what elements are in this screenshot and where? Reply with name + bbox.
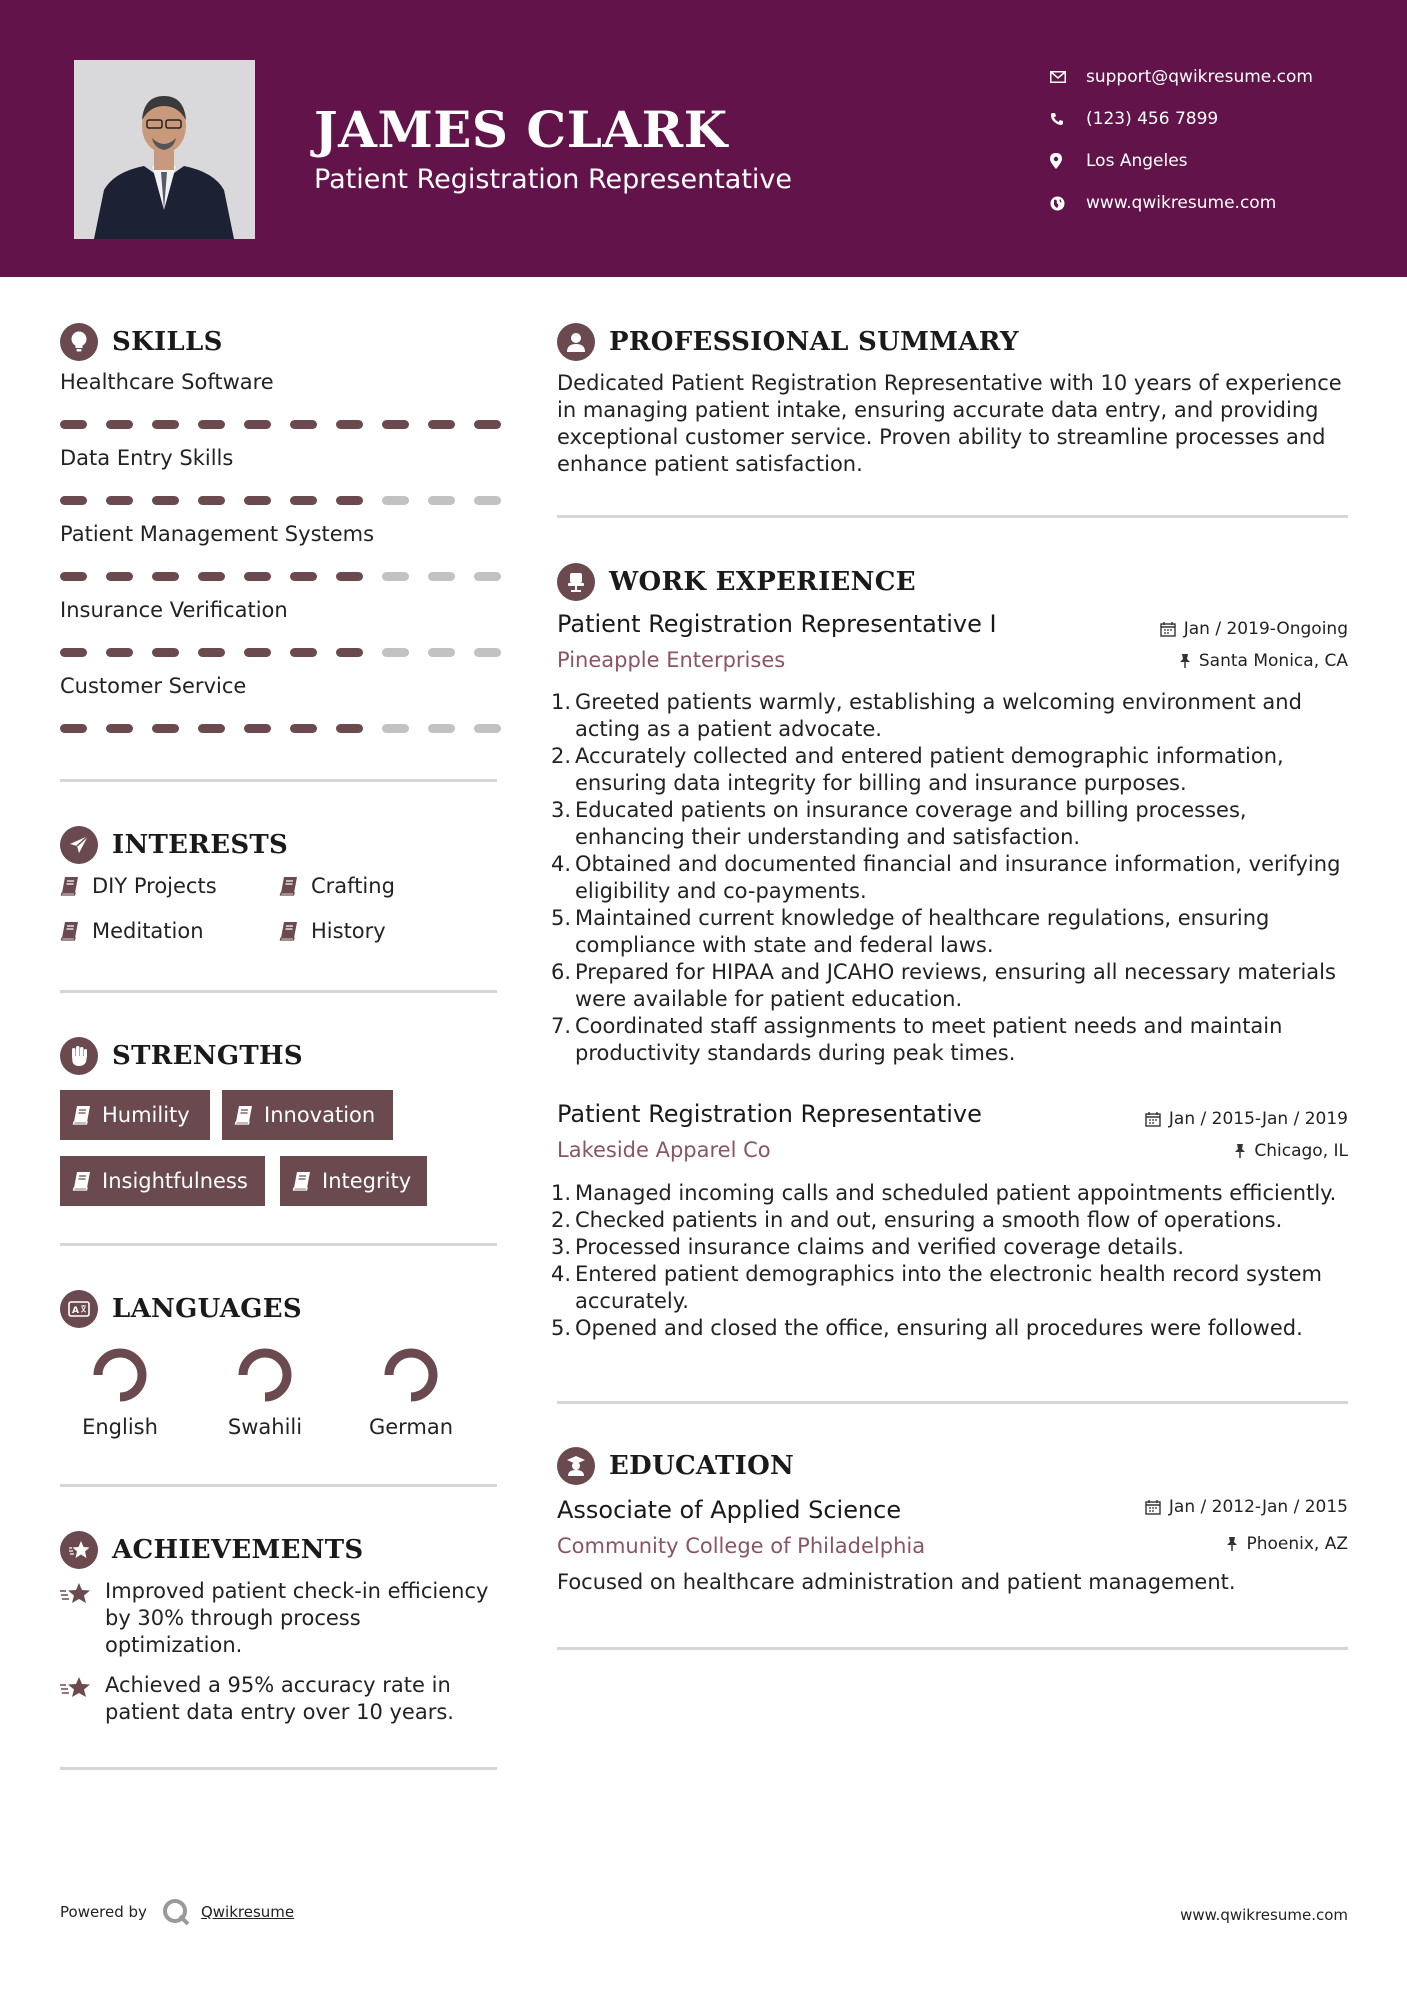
- achievements-section-header: [60, 1531, 364, 1569]
- interest-item: [279, 919, 386, 943]
- skill-level-dot: [106, 496, 133, 505]
- education-heading: EDUCATION: [609, 1451, 795, 1481]
- skill-level-dot: [244, 648, 271, 657]
- language-label: English: [82, 1415, 158, 1439]
- summary-text: Dedicated Patient Registration Representative with 10 years of experience in managing patient intake, ensuring accurate data entry, and providing exceptional customer service. Proven ability to streamline processes and enhance patient satisfaction.: [557, 371, 1342, 476]
- job-title: Patient Registration Representative: [557, 1100, 982, 1128]
- education-section-header: [557, 1447, 794, 1485]
- divider: [60, 1767, 497, 1770]
- skill-level-dot: [198, 420, 225, 429]
- strength-label: Integrity: [322, 1169, 412, 1193]
- language-item: [205, 1345, 325, 1439]
- skill-level-dot: [106, 420, 133, 429]
- email-text: support@qwikresume.com: [1086, 67, 1313, 87]
- bullet-text: Managed incoming calls and scheduled patient appointments efficiently.: [575, 1181, 1337, 1205]
- skill-level-dot: [290, 496, 317, 505]
- calendar-icon: [1160, 621, 1176, 637]
- star-badge-icon: [60, 1531, 98, 1569]
- calendar-icon: [1145, 1499, 1161, 1515]
- fist-icon: [60, 1037, 98, 1075]
- achievement-text: Achieved a 95% accuracy rate in patient data entry over 10 years.: [105, 1673, 454, 1724]
- paper-plane-icon: [60, 826, 98, 864]
- book-icon: [60, 921, 80, 941]
- skill-name: Insurance Verification: [60, 598, 288, 622]
- book-icon: [292, 1171, 312, 1191]
- skills-section-header: [60, 323, 223, 361]
- divider: [60, 990, 497, 993]
- qwikresume-logo-icon: [161, 1897, 191, 1927]
- skill-level-dot: [244, 724, 271, 733]
- skill-level-dot: [474, 648, 501, 657]
- qwikresume-link[interactable]: Qwikresume: [200, 1903, 295, 1921]
- languages-section-header: [60, 1290, 302, 1328]
- bullet-text: Greeted patients warmly, establishing a welcoming environment and acting as a patient advocate.: [575, 690, 1302, 741]
- divider: [60, 1243, 497, 1246]
- skill-name: Data Entry Skills: [60, 446, 234, 470]
- divider: [557, 515, 1348, 518]
- strength-tag: [280, 1156, 427, 1206]
- divider: [60, 1484, 497, 1487]
- pushpin-icon: [1234, 1143, 1246, 1159]
- list-item: 1. Greeted patients warmly, establishing a welcoming environment and acting as a patient advocate.: [551, 689, 1351, 743]
- interest-item: [60, 919, 204, 943]
- skill-level-meter: [60, 420, 520, 429]
- skill-level-dot: [198, 724, 225, 733]
- skill-level-dot: [152, 648, 179, 657]
- education-dates-text: Jan / 2012-Jan / 2015: [1168, 1497, 1348, 1517]
- skill-level-dot: [152, 420, 179, 429]
- language-item: [351, 1345, 471, 1439]
- powered-by-text: Powered by: [60, 1903, 147, 1921]
- interest-label: DIY Projects: [92, 874, 217, 898]
- skill-level-dot: [382, 724, 409, 733]
- skill-level-dot: [290, 420, 317, 429]
- skill-level-dot: [290, 572, 317, 581]
- skill-level-dot: [382, 648, 409, 657]
- achievement-item: [60, 1578, 500, 1659]
- skill-level-meter: [60, 496, 520, 505]
- language-level-arc: [243, 1353, 287, 1397]
- job-company: Lakeside Apparel Co: [557, 1138, 771, 1162]
- skill-level-dot: [336, 420, 363, 429]
- job-location-text: Chicago, IL: [1254, 1141, 1348, 1161]
- language-level-ring: [235, 1345, 295, 1405]
- language-label: German: [368, 1415, 454, 1439]
- bullet-text: Entered patient demographics into the electronic health record system accurately.: [575, 1262, 1322, 1313]
- education-location-text: Phoenix, AZ: [1246, 1534, 1348, 1554]
- skill-level-dot: [198, 648, 225, 657]
- list-item: 5. Maintained current knowledge of healthcare regulations, ensuring compliance with state and federal laws.: [551, 905, 1351, 959]
- skill-name: Patient Management Systems: [60, 522, 375, 546]
- experience-section-header: [557, 563, 916, 601]
- skill-level-dot: [60, 648, 87, 657]
- contact-email[interactable]: [1050, 56, 1313, 98]
- skill-level-dot: [198, 572, 225, 581]
- resume-header: [0, 0, 1407, 277]
- bullet-text: Maintained current knowledge of healthcare regulations, ensuring compliance with state and federal laws.: [575, 906, 1270, 957]
- skill-level-meter: [60, 724, 520, 733]
- candidate-title: Patient Registration Representative: [314, 164, 793, 195]
- list-item: 6. Prepared for HIPAA and JCAHO reviews, ensuring all necessary materials were available for patient education.: [551, 959, 1351, 1013]
- skill-level-meter: [60, 572, 520, 581]
- skill-level-dot: [60, 572, 87, 581]
- map-pin-icon: [1050, 153, 1086, 169]
- skill-level-dot: [336, 496, 363, 505]
- interest-item: [279, 874, 395, 898]
- footer-powered-by: [60, 1897, 294, 1927]
- list-item: 7. Coordinated staff assignments to meet patient needs and maintain productivity standards during peak times.: [551, 1013, 1351, 1067]
- skill-level-dot: [106, 648, 133, 657]
- svg-text:A: A: [72, 1306, 79, 1316]
- profile-photo: [74, 60, 255, 239]
- language-level-arc: [98, 1353, 142, 1397]
- location-text: Los Angeles: [1086, 151, 1188, 171]
- list-item: 5. Opened and closed the office, ensuring all procedures were followed.: [551, 1316, 1303, 1340]
- divider: [557, 1647, 1348, 1650]
- bullet-text: Processed insurance claims and verified coverage details.: [575, 1235, 1185, 1259]
- skill-level-dot: [60, 496, 87, 505]
- globe-icon: [1050, 196, 1086, 211]
- job-responsibilities: [551, 689, 1351, 1067]
- bullet-text: Prepared for HIPAA and JCAHO reviews, ensuring all necessary materials were available for patient education.: [575, 960, 1336, 1011]
- skill-level-dot: [152, 572, 179, 581]
- education-dates: [1145, 1497, 1348, 1517]
- job-dates-text: Jan / 2019-Ongoing: [1183, 619, 1348, 639]
- list-item: 1. Managed incoming calls and scheduled patient appointments efficiently.: [551, 1181, 1337, 1205]
- job-dates-text: Jan / 2015-Jan / 2019: [1168, 1109, 1348, 1129]
- skill-level-dot: [428, 420, 455, 429]
- divider: [557, 1401, 1348, 1404]
- skill-level-dot: [428, 648, 455, 657]
- strength-label: Humility: [102, 1103, 190, 1127]
- skill-level-meter: [60, 648, 520, 657]
- list-item: 3. Processed insurance claims and verified coverage details.: [551, 1235, 1185, 1259]
- graduate-icon: [557, 1447, 595, 1485]
- skill-level-dot: [244, 420, 271, 429]
- language-level-ring: [90, 1345, 150, 1405]
- strength-tag: [60, 1156, 265, 1206]
- interest-label: Meditation: [92, 919, 204, 943]
- skill-level-dot: [152, 724, 179, 733]
- star-badge-icon: [60, 1672, 105, 1726]
- strength-tag: [60, 1090, 210, 1140]
- summary-heading: PROFESSIONAL SUMMARY: [609, 327, 1019, 357]
- skill-level-dot: [428, 496, 455, 505]
- book-icon: [279, 876, 299, 896]
- skill-level-dot: [60, 724, 87, 733]
- phone-icon: [1050, 112, 1086, 126]
- job-company: Pineapple Enterprises: [557, 648, 786, 672]
- skill-level-dot: [382, 420, 409, 429]
- skill-level-dot: [290, 724, 317, 733]
- job-location-text: Santa Monica, CA: [1198, 651, 1348, 671]
- list-item: 4. Entered patient demographics into the electronic health record system accurately.: [551, 1261, 1351, 1315]
- achievements-heading: ACHIEVEMENTS: [112, 1535, 364, 1565]
- interest-label: History: [311, 919, 386, 943]
- contact-location: [1050, 140, 1313, 182]
- contact-info: [1050, 56, 1313, 224]
- skill-level-dot: [290, 648, 317, 657]
- list-item: 2. Checked patients in and out, ensuring a smooth flow of operations.: [551, 1208, 1283, 1232]
- envelope-icon: [1050, 71, 1086, 83]
- skill-level-dot: [60, 420, 87, 429]
- skill-level-dot: [474, 572, 501, 581]
- divider: [60, 779, 497, 782]
- language-level-arc: [389, 1353, 433, 1397]
- job-dates: [1160, 619, 1348, 639]
- footer-website[interactable]: www.qwikresume.com: [1180, 1906, 1348, 1924]
- interests-section-header: [60, 826, 288, 864]
- list-item: 2. Accurately collected and entered patient demographic information, ensuring data integrity for billing and insurance purposes.: [551, 743, 1351, 797]
- job-location: [1179, 651, 1348, 671]
- bullet-text: Obtained and documented financial and insurance information, verifying eligibility and co-payments.: [575, 852, 1341, 903]
- job-responsibilities: [551, 1180, 1351, 1342]
- book-icon: [72, 1171, 92, 1191]
- achievement-text: Improved patient check-in efficiency by 30% through process optimization.: [105, 1579, 489, 1657]
- skill-level-dot: [152, 496, 179, 505]
- list-item: 3. Educated patients on insurance coverage and billing processes, enhancing their understanding and satisfaction.: [551, 797, 1351, 851]
- skill-name: Customer Service: [60, 674, 247, 698]
- skill-level-dot: [336, 724, 363, 733]
- book-icon: [234, 1105, 254, 1125]
- lightbulb-icon: [60, 323, 98, 361]
- skills-heading: SKILLS: [112, 327, 223, 357]
- candidate-name: JAMES CLARK: [314, 100, 728, 159]
- skill-level-dot: [474, 724, 501, 733]
- skill-level-dot: [106, 724, 133, 733]
- book-icon: [279, 921, 299, 941]
- user-icon: [557, 323, 595, 361]
- star-badge-icon: [60, 1578, 105, 1659]
- book-icon: [72, 1105, 92, 1125]
- education-location: [1226, 1534, 1348, 1554]
- school-name: Community College of Philadelphia: [557, 1534, 926, 1558]
- education-description: Focused on healthcare administration and patient management.: [557, 1570, 1236, 1594]
- skill-level-dot: [244, 572, 271, 581]
- translate-icon: [60, 1290, 98, 1328]
- interest-label: Crafting: [311, 874, 395, 898]
- skill-level-dot: [474, 496, 501, 505]
- skill-name: Healthcare Software: [60, 370, 274, 394]
- bullet-text: Educated patients on insurance coverage and billing processes, enhancing their understanding and satisfaction.: [575, 798, 1247, 849]
- strengths-section-header: [60, 1037, 303, 1075]
- languages-heading: LANGUAGES: [112, 1294, 302, 1324]
- skill-level-dot: [428, 724, 455, 733]
- language-level-ring: [381, 1345, 441, 1405]
- skill-level-dot: [198, 496, 225, 505]
- job-location: [1234, 1141, 1348, 1161]
- strength-label: Insightfulness: [102, 1169, 248, 1193]
- pushpin-icon: [1179, 653, 1191, 669]
- skill-level-dot: [106, 572, 133, 581]
- contact-phone[interactable]: [1050, 98, 1313, 140]
- degree-title: Associate of Applied Science: [557, 1496, 902, 1524]
- contact-website[interactable]: [1050, 182, 1313, 224]
- strength-label: Innovation: [264, 1103, 376, 1127]
- bullet-text: Checked patients in and out, ensuring a smooth flow of operations.: [575, 1208, 1283, 1232]
- skill-level-dot: [244, 496, 271, 505]
- language-label: Swahili: [227, 1415, 303, 1439]
- skill-level-dot: [382, 496, 409, 505]
- strength-tag: [222, 1090, 393, 1140]
- calendar-icon: [1145, 1111, 1161, 1127]
- summary-section-header: [557, 323, 1019, 361]
- job-dates: [1145, 1109, 1348, 1129]
- bullet-text: Coordinated staff assignments to meet patient needs and maintain productivity standards during peak times.: [575, 1014, 1283, 1065]
- skill-level-dot: [382, 572, 409, 581]
- bullet-text: Opened and closed the office, ensuring all procedures were followed.: [575, 1316, 1303, 1340]
- pushpin-icon: [1226, 1536, 1238, 1552]
- bullet-text: Accurately collected and entered patient demographic information, ensuring data integrity for billing and insurance purposes.: [575, 744, 1284, 795]
- job-title: Patient Registration Representative I: [557, 610, 997, 638]
- website-text: www.qwikresume.com: [1086, 193, 1277, 213]
- strengths-heading: STRENGTHS: [112, 1041, 303, 1071]
- interests-heading: INTERESTS: [112, 830, 289, 860]
- achievement-item: [60, 1672, 500, 1726]
- skill-level-dot: [428, 572, 455, 581]
- skill-level-dot: [336, 572, 363, 581]
- book-icon: [60, 876, 80, 896]
- briefcase-chair-icon: [557, 563, 595, 601]
- language-item: [60, 1345, 180, 1439]
- list-item: 4. Obtained and documented financial and insurance information, verifying eligibility and co-payments.: [551, 851, 1351, 905]
- interest-item: [60, 874, 217, 898]
- skill-level-dot: [336, 648, 363, 657]
- skill-level-dot: [474, 420, 501, 429]
- experience-heading: WORK EXPERIENCE: [609, 567, 916, 597]
- phone-text: (123) 456 7899: [1086, 109, 1219, 129]
